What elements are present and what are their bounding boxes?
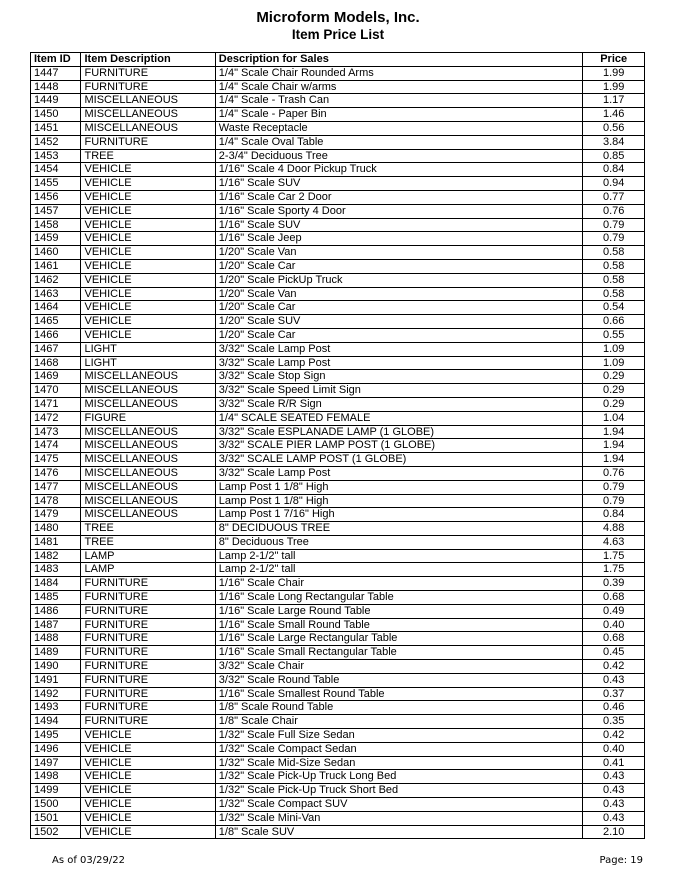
as-of-date: As of 03/29/22	[52, 855, 125, 866]
cell-sales-description: 1/4" Scale - Paper Bin	[215, 108, 583, 122]
cell-sales-description: 1/16" Scale Large Round Table	[215, 604, 583, 618]
cell-item-description: LIGHT	[81, 356, 215, 370]
cell-sales-description: 1/16" Scale Car 2 Door	[215, 190, 583, 204]
cell-sales-description: 1/16" Scale Chair	[215, 577, 583, 591]
cell-item-description: MISCELLANEOUS	[81, 384, 215, 398]
cell-item-description: VEHICLE	[81, 328, 215, 342]
cell-sales-description: 1/32" Scale Pick-Up Truck Short Bed	[215, 784, 583, 798]
cell-item-description: FURNITURE	[81, 135, 215, 149]
cell-sales-description: Lamp 2-1/2" tall	[215, 563, 583, 577]
cell-item-id: 1500	[31, 798, 81, 812]
table-row	[31, 66, 645, 80]
cell-item-description: TREE	[81, 149, 215, 163]
cell-item-id: 1483	[31, 563, 81, 577]
cell-item-id: 1455	[31, 177, 81, 191]
table-row	[31, 591, 645, 605]
cell-item-id: 1502	[31, 825, 81, 839]
cell-item-description: VEHICLE	[81, 729, 215, 743]
cell-price: 0.68	[583, 632, 645, 646]
cell-price: 0.29	[583, 370, 645, 384]
cell-item-id: 1489	[31, 646, 81, 660]
cell-price: 0.79	[583, 218, 645, 232]
cell-item-id: 1471	[31, 397, 81, 411]
cell-price: 0.43	[583, 770, 645, 784]
table-row	[31, 742, 645, 756]
cell-item-id: 1482	[31, 549, 81, 563]
cell-item-description: FURNITURE	[81, 673, 215, 687]
cell-sales-description: Waste Receptacle	[215, 121, 583, 135]
cell-sales-description: 1/20" Scale Car	[215, 259, 583, 273]
cell-item-id: 1477	[31, 480, 81, 494]
cell-price: 0.58	[583, 287, 645, 301]
cell-sales-description: 1/4" Scale Oval Table	[215, 135, 583, 149]
cell-sales-description: 1/32" Scale Pick-Up Truck Long Bed	[215, 770, 583, 784]
cell-item-description: VEHICLE	[81, 259, 215, 273]
cell-item-description: VEHICLE	[81, 756, 215, 770]
cell-price: 1.04	[583, 411, 645, 425]
cell-price: 0.77	[583, 190, 645, 204]
cell-sales-description: 1/4" Scale - Trash Can	[215, 94, 583, 108]
cell-sales-description: 1/20" Scale Car	[215, 328, 583, 342]
cell-item-id: 1481	[31, 535, 81, 549]
cell-price: 1.75	[583, 563, 645, 577]
table-row	[31, 356, 645, 370]
cell-sales-description: 1/16" Scale Small Rectangular Table	[215, 646, 583, 660]
cell-item-description: MISCELLANEOUS	[81, 466, 215, 480]
cell-item-id: 1472	[31, 411, 81, 425]
table-row	[31, 439, 645, 453]
cell-price: 1.99	[583, 66, 645, 80]
cell-sales-description: 1/4" Scale Chair w/arms	[215, 80, 583, 94]
cell-sales-description: 1/20" Scale SUV	[215, 315, 583, 329]
cell-sales-description: 1/16" Scale Large Rectangular Table	[215, 632, 583, 646]
table-row	[31, 287, 645, 301]
table-row	[31, 163, 645, 177]
table-row	[31, 715, 645, 729]
cell-sales-description: 1/32" Scale Mid-Size Sedan	[215, 756, 583, 770]
cell-sales-description: 1/16" Scale Smallest Round Table	[215, 687, 583, 701]
table-row	[31, 701, 645, 715]
cell-item-description: VEHICLE	[81, 177, 215, 191]
cell-sales-description: 1/20" Scale Van	[215, 246, 583, 260]
cell-item-id: 1462	[31, 273, 81, 287]
cell-sales-description: 1/16" Scale SUV	[215, 218, 583, 232]
cell-item-description: FURNITURE	[81, 80, 215, 94]
table-row	[31, 94, 645, 108]
cell-sales-description: Lamp Post 1 7/16" High	[215, 508, 583, 522]
cell-item-id: 1501	[31, 811, 81, 825]
cell-price: 1.17	[583, 94, 645, 108]
cell-price: 0.29	[583, 384, 645, 398]
cell-item-description: VEHICLE	[81, 301, 215, 315]
cell-price: 0.54	[583, 301, 645, 315]
table-row	[31, 328, 645, 342]
cell-price: 0.58	[583, 246, 645, 260]
cell-item-description: TREE	[81, 522, 215, 536]
table-row	[31, 218, 645, 232]
cell-item-id: 1499	[31, 784, 81, 798]
cell-sales-description: 8" DECIDUOUS TREE	[215, 522, 583, 536]
cell-price: 2.10	[583, 825, 645, 839]
table-row	[31, 604, 645, 618]
table-row	[31, 135, 645, 149]
cell-item-description: VEHICLE	[81, 811, 215, 825]
cell-item-id: 1454	[31, 163, 81, 177]
cell-sales-description: 1/32" Scale Compact SUV	[215, 798, 583, 812]
cell-item-id: 1457	[31, 204, 81, 218]
table-row	[31, 121, 645, 135]
cell-item-id: 1461	[31, 259, 81, 273]
table-row	[31, 342, 645, 356]
table-row	[31, 301, 645, 315]
table-row	[31, 384, 645, 398]
table-row	[31, 149, 645, 163]
table-row	[31, 177, 645, 191]
table-row	[31, 480, 645, 494]
cell-item-id: 1452	[31, 135, 81, 149]
cell-sales-description: 1/8" Scale Chair	[215, 715, 583, 729]
cell-sales-description: 8" Deciduous Tree	[215, 535, 583, 549]
cell-item-description: FIGURE	[81, 411, 215, 425]
cell-sales-description: 3/32" Scale Lamp Post	[215, 356, 583, 370]
cell-sales-description: 1/16" Scale Long Rectangular Table	[215, 591, 583, 605]
cell-sales-description: 1/8" Scale SUV	[215, 825, 583, 839]
cell-item-id: 1478	[31, 494, 81, 508]
cell-item-description: MISCELLANEOUS	[81, 494, 215, 508]
cell-item-description: MISCELLANEOUS	[81, 370, 215, 384]
cell-price: 0.66	[583, 315, 645, 329]
cell-item-description: MISCELLANEOUS	[81, 108, 215, 122]
cell-sales-description: 3/32" Scale Speed Limit Sign	[215, 384, 583, 398]
table-row	[31, 825, 645, 839]
table-row	[31, 411, 645, 425]
cell-item-description: VEHICLE	[81, 742, 215, 756]
page-number: Page: 19	[599, 855, 643, 866]
table-row	[31, 246, 645, 260]
cell-item-description: MISCELLANEOUS	[81, 94, 215, 108]
table-row	[31, 453, 645, 467]
cell-sales-description: 1/16" Scale SUV	[215, 177, 583, 191]
cell-item-description: FURNITURE	[81, 591, 215, 605]
cell-sales-description: 2-3/4" Deciduous Tree	[215, 149, 583, 163]
cell-sales-description: 1/20" Scale Car	[215, 301, 583, 315]
table-row	[31, 687, 645, 701]
cell-item-description: FURNITURE	[81, 687, 215, 701]
cell-item-id: 1469	[31, 370, 81, 384]
column-header-item-id: Item ID	[31, 53, 81, 67]
cell-item-description: MISCELLANEOUS	[81, 508, 215, 522]
cell-price: 0.40	[583, 618, 645, 632]
cell-item-id: 1473	[31, 425, 81, 439]
cell-item-id: 1480	[31, 522, 81, 536]
cell-item-description: MISCELLANEOUS	[81, 121, 215, 135]
cell-item-id: 1485	[31, 591, 81, 605]
cell-sales-description: 1/8" Scale Round Table	[215, 701, 583, 715]
table-row	[31, 425, 645, 439]
cell-item-description: VEHICLE	[81, 218, 215, 232]
cell-price: 1.46	[583, 108, 645, 122]
cell-item-description: FURNITURE	[81, 632, 215, 646]
cell-item-id: 1470	[31, 384, 81, 398]
cell-price: 4.88	[583, 522, 645, 536]
cell-item-description: FURNITURE	[81, 66, 215, 80]
cell-item-description: VEHICLE	[81, 770, 215, 784]
cell-item-id: 1496	[31, 742, 81, 756]
cell-sales-description: Lamp 2-1/2" tall	[215, 549, 583, 563]
table-row	[31, 315, 645, 329]
table-row	[31, 798, 645, 812]
cell-sales-description: 3/32" SCALE LAMP POST (1 GLOBE)	[215, 453, 583, 467]
cell-sales-description: 3/32" Scale Stop Sign	[215, 370, 583, 384]
cell-item-description: FURNITURE	[81, 715, 215, 729]
cell-item-id: 1456	[31, 190, 81, 204]
table-row	[31, 273, 645, 287]
cell-price: 0.56	[583, 121, 645, 135]
cell-item-id: 1460	[31, 246, 81, 260]
cell-price: 0.85	[583, 149, 645, 163]
cell-item-id: 1486	[31, 604, 81, 618]
table-row	[31, 522, 645, 536]
cell-sales-description: 3/32" Scale ESPLANADE LAMP (1 GLOBE)	[215, 425, 583, 439]
cell-item-description: FURNITURE	[81, 646, 215, 660]
cell-price: 0.43	[583, 784, 645, 798]
column-header-sales-description: Description for Sales	[215, 53, 583, 67]
cell-sales-description: Lamp Post 1 1/8" High	[215, 494, 583, 508]
cell-sales-description: 1/32" Scale Compact Sedan	[215, 742, 583, 756]
table-row	[31, 204, 645, 218]
cell-price: 0.79	[583, 232, 645, 246]
table-row	[31, 729, 645, 743]
cell-item-description: VEHICLE	[81, 315, 215, 329]
cell-price: 0.39	[583, 577, 645, 591]
cell-item-description: MISCELLANEOUS	[81, 397, 215, 411]
cell-sales-description: 3/32" Scale Lamp Post	[215, 342, 583, 356]
price-list-table	[30, 52, 645, 839]
cell-item-id: 1453	[31, 149, 81, 163]
table-row	[31, 577, 645, 591]
cell-item-id: 1476	[31, 466, 81, 480]
cell-price: 0.58	[583, 273, 645, 287]
cell-price: 0.79	[583, 494, 645, 508]
cell-item-id: 1465	[31, 315, 81, 329]
table-row	[31, 108, 645, 122]
cell-price: 0.58	[583, 259, 645, 273]
cell-item-description: FURNITURE	[81, 604, 215, 618]
document-title: Item Price List	[291, 27, 385, 42]
cell-item-id: 1479	[31, 508, 81, 522]
cell-item-id: 1448	[31, 80, 81, 94]
cell-item-id: 1484	[31, 577, 81, 591]
table-row	[31, 80, 645, 94]
cell-item-description: VEHICLE	[81, 273, 215, 287]
table-row	[31, 370, 645, 384]
table-row	[31, 508, 645, 522]
cell-item-id: 1449	[31, 94, 81, 108]
cell-price: 0.29	[583, 397, 645, 411]
cell-sales-description: 1/16" Scale Sporty 4 Door	[215, 204, 583, 218]
cell-price: 0.76	[583, 466, 645, 480]
cell-price: 0.42	[583, 729, 645, 743]
cell-item-id: 1488	[31, 632, 81, 646]
table-row	[31, 535, 645, 549]
cell-item-id: 1492	[31, 687, 81, 701]
cell-item-id: 1447	[31, 66, 81, 80]
cell-price: 0.76	[583, 204, 645, 218]
cell-item-description: VEHICLE	[81, 246, 215, 260]
cell-item-description: MISCELLANEOUS	[81, 453, 215, 467]
cell-sales-description: 1/16" Scale 4 Door Pickup Truck	[215, 163, 583, 177]
table-row	[31, 756, 645, 770]
cell-item-description: VEHICLE	[81, 190, 215, 204]
cell-price: 0.42	[583, 660, 645, 674]
cell-item-description: MISCELLANEOUS	[81, 425, 215, 439]
cell-item-description: VEHICLE	[81, 204, 215, 218]
cell-price: 0.45	[583, 646, 645, 660]
company-name: Microform Models, Inc.	[256, 9, 420, 26]
table-row	[31, 770, 645, 784]
cell-item-id: 1493	[31, 701, 81, 715]
cell-price: 0.55	[583, 328, 645, 342]
table-row	[31, 494, 645, 508]
cell-price: 0.43	[583, 798, 645, 812]
cell-price: 0.84	[583, 163, 645, 177]
cell-item-id: 1451	[31, 121, 81, 135]
cell-item-description: VEHICLE	[81, 287, 215, 301]
table-row	[31, 673, 645, 687]
cell-sales-description: 1/16" Scale Jeep	[215, 232, 583, 246]
cell-sales-description: 3/32" Scale Round Table	[215, 673, 583, 687]
table-row	[31, 632, 645, 646]
cell-item-description: FURNITURE	[81, 660, 215, 674]
table-body	[31, 66, 645, 839]
cell-price: 0.94	[583, 177, 645, 191]
cell-item-id: 1459	[31, 232, 81, 246]
table-row	[31, 811, 645, 825]
cell-sales-description: 1/32" Scale Full Size Sedan	[215, 729, 583, 743]
table-row	[31, 660, 645, 674]
cell-item-description: VEHICLE	[81, 798, 215, 812]
table-row	[31, 646, 645, 660]
table-row	[31, 466, 645, 480]
cell-price: 1.75	[583, 549, 645, 563]
cell-item-description: FURNITURE	[81, 618, 215, 632]
cell-sales-description: 1/20" Scale Van	[215, 287, 583, 301]
cell-price: 1.94	[583, 425, 645, 439]
cell-item-description: MISCELLANEOUS	[81, 480, 215, 494]
cell-item-description: FURNITURE	[81, 701, 215, 715]
cell-item-id: 1494	[31, 715, 81, 729]
cell-price: 4.63	[583, 535, 645, 549]
cell-sales-description: 3/32" Scale Lamp Post	[215, 466, 583, 480]
cell-item-id: 1498	[31, 770, 81, 784]
cell-item-id: 1474	[31, 439, 81, 453]
cell-price: 0.84	[583, 508, 645, 522]
cell-item-description: LIGHT	[81, 342, 215, 356]
table-header-row	[31, 53, 645, 67]
cell-item-description: VEHICLE	[81, 232, 215, 246]
table-row	[31, 563, 645, 577]
cell-sales-description: 3/32" Scale Chair	[215, 660, 583, 674]
cell-price: 3.84	[583, 135, 645, 149]
cell-item-description: VEHICLE	[81, 825, 215, 839]
cell-price: 0.37	[583, 687, 645, 701]
cell-item-id: 1467	[31, 342, 81, 356]
cell-item-id: 1463	[31, 287, 81, 301]
cell-sales-description: 1/32" Scale Mini-Van	[215, 811, 583, 825]
cell-price: 1.94	[583, 453, 645, 467]
cell-price: 1.94	[583, 439, 645, 453]
table-row	[31, 618, 645, 632]
cell-item-description: VEHICLE	[81, 163, 215, 177]
cell-price: 0.40	[583, 742, 645, 756]
cell-sales-description: 3/32" Scale R/R Sign	[215, 397, 583, 411]
table-row	[31, 232, 645, 246]
cell-item-id: 1458	[31, 218, 81, 232]
cell-sales-description: Lamp Post 1 1/8" High	[215, 480, 583, 494]
cell-item-id: 1468	[31, 356, 81, 370]
cell-price: 1.09	[583, 342, 645, 356]
cell-item-description: MISCELLANEOUS	[81, 439, 215, 453]
cell-price: 0.35	[583, 715, 645, 729]
cell-item-id: 1495	[31, 729, 81, 743]
cell-price: 0.41	[583, 756, 645, 770]
cell-sales-description: 3/32" SCALE PIER LAMP POST (1 GLOBE)	[215, 439, 583, 453]
cell-item-description: LAMP	[81, 563, 215, 577]
cell-price: 0.49	[583, 604, 645, 618]
table-row	[31, 190, 645, 204]
table-row	[31, 259, 645, 273]
cell-price: 0.43	[583, 811, 645, 825]
cell-sales-description: 1/4" Scale Chair Rounded Arms	[215, 66, 583, 80]
cell-item-description: LAMP	[81, 549, 215, 563]
cell-price: 0.46	[583, 701, 645, 715]
cell-price: 0.43	[583, 673, 645, 687]
cell-item-id: 1497	[31, 756, 81, 770]
cell-item-description: TREE	[81, 535, 215, 549]
table-row	[31, 397, 645, 411]
cell-price: 0.68	[583, 591, 645, 605]
cell-item-id: 1487	[31, 618, 81, 632]
cell-item-id: 1450	[31, 108, 81, 122]
cell-item-id: 1475	[31, 453, 81, 467]
cell-price: 0.79	[583, 480, 645, 494]
cell-item-id: 1490	[31, 660, 81, 674]
cell-item-id: 1466	[31, 328, 81, 342]
table-row	[31, 549, 645, 563]
cell-item-description: VEHICLE	[81, 784, 215, 798]
cell-item-id: 1464	[31, 301, 81, 315]
cell-sales-description: 1/20" Scale PickUp Truck	[215, 273, 583, 287]
cell-sales-description: 1/16" Scale Small Round Table	[215, 618, 583, 632]
column-header-price: Price	[583, 53, 645, 67]
cell-item-description: FURNITURE	[81, 577, 215, 591]
cell-item-id: 1491	[31, 673, 81, 687]
cell-sales-description: 1/4" SCALE SEATED FEMALE	[215, 411, 583, 425]
table-row	[31, 784, 645, 798]
cell-price: 1.99	[583, 80, 645, 94]
cell-price: 1.09	[583, 356, 645, 370]
column-header-item-description: Item Description	[81, 53, 215, 67]
